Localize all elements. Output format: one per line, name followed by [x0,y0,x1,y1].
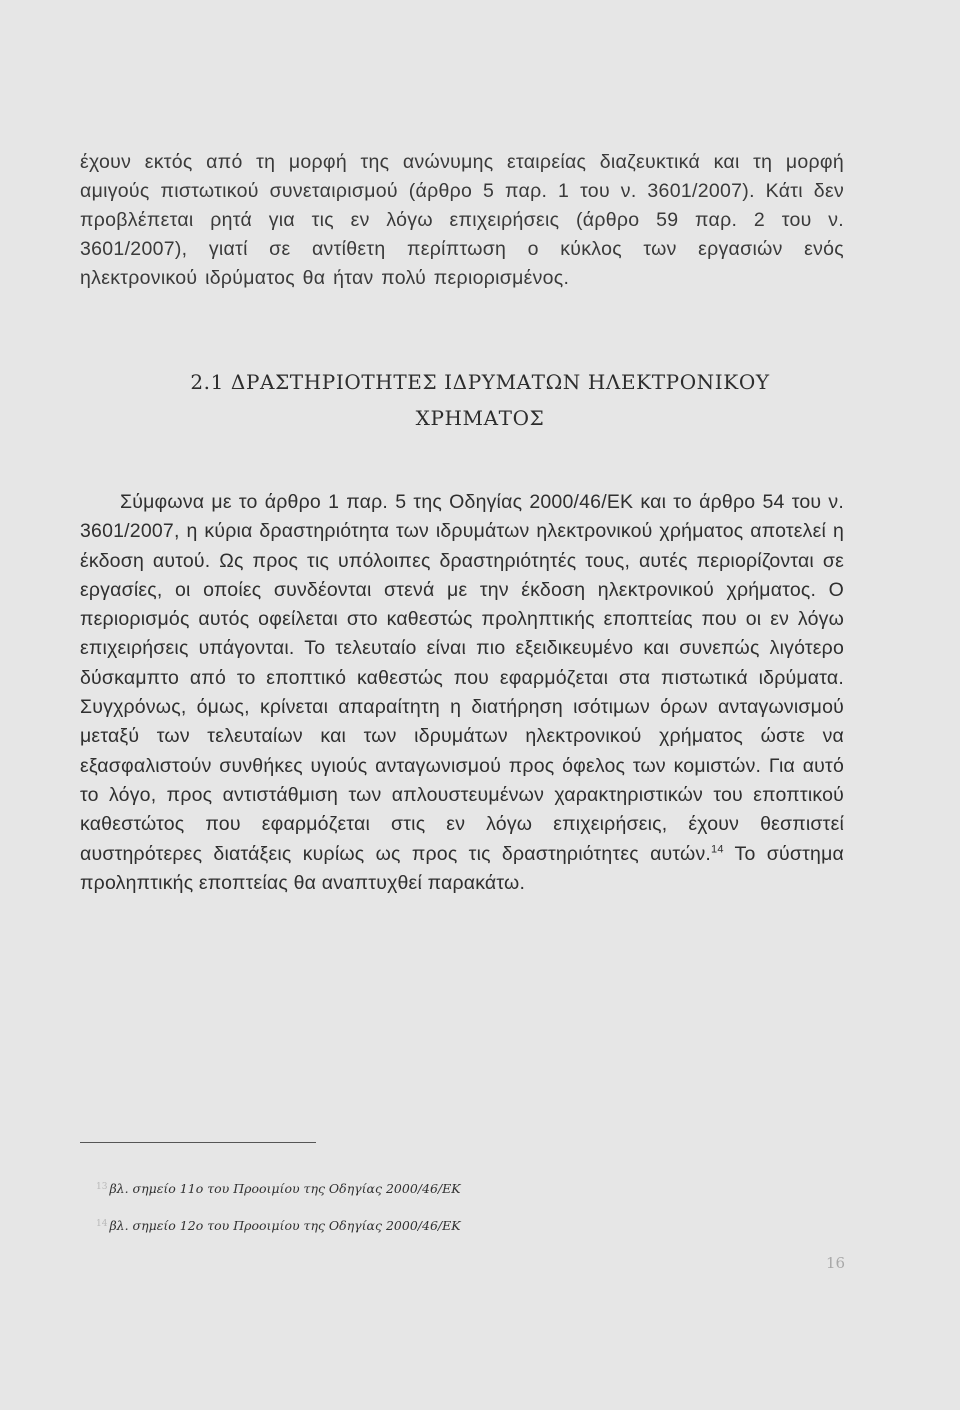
body-paragraph-activities [80,488,844,898]
paragraph-text-end: Το σύστημα προληπτικής εποπτείας θα αναπτυχθεί παρακάτω. [80,842,844,894]
footnote-14 [96,1218,461,1233]
footnote-separator [80,1142,316,1143]
footnote-13 [96,1181,461,1196]
page-number: 16 [826,1254,846,1272]
body-paragraph-continuation: έχουν εκτός από τη μορφή της ανώνυμης εταιρείας διαζευκτικά και τη μορφή αμιγούς πιστωτικού συνεταιρισμού (άρθρο 5 παρ. 1 του ν. 3601/2007). Κάτι δεν προβλέπεται ρητά για τις εν λόγω επιχειρήσεις (άρθρο 59 παρ. 2 του ν. 3601/2007), γιατί σε αντίθετη περίπτωση ο κύκλος των εργασιών ενός ηλεκτρονικού ιδρύματος θα ήταν πολύ περιορισμένος. [80,151,844,289]
footnote-mark: 14 [96,1219,108,1229]
section-heading-line-1: 2.1 ΔΡΑΣΤΗΡΙΟΤΗΤΕΣ ΙΔΡΥΜΑΤΩΝ ΗΛΕΚΤΡΟΝΙΚΟΥ [190,370,770,394]
paragraph-text: Σύμφωνα με το άρθρο 1 παρ. 5 της Οδηγίας 2000/46/ΕΚ και το άρθρο 54 του ν. 3601/2007, η κύρια δραστηριότητα των ιδρυμάτων ηλεκτρονικού χρήματος αποτελεί η έκδοση αυτού. Ως προς τις υπόλοιπες δραστηριότητές τους, αυτές περιορίζονται σε εργασίες, οι οποίες συνδέονται στενά με την έκδοση ηλεκτρονικού χρήματος. Ο περιορισμός αυτός οφείλεται στο καθεστώς προληπτικής εποπτείας που οι εν λόγω επιχειρήσεις υπάγονται. Το τελευταίο είναι πιο εξειδικευμένο και συνεπώς λιγότερο δύσκαμπτο από το εποπτικό καθεστώς που εφαρμόζεται στα πιστωτικά ιδρύματα. Συγχρόνως, όμως, κρίνεται απαραίτητη η διατήρηση ισότιμων όρων ανταγωνισμού μεταξύ των τελευταίων και των ιδρυμάτων ηλεκτρονικού χρήματος ώστε να εξασφαλιστούν συνθήκες υγιούς ανταγωνισμού προς όφελος των κομιστών. Για αυτό το λόγο, προς αντιστάθμιση των απλουστευμένων χαρακτηριστικών του εποπτικού καθεστώτος που εφαρμόζεται στις εν λόγω επιχειρήσεις, έχουν θεσπιστεί αυστηρότερες διατάξεις κυρίως ως προς τις δραστηριότητες αυτών. [80,491,844,865]
footnote-mark: 13 [96,1182,108,1192]
section-heading-line-2: ΧΡΗΜΑΤΟΣ [415,406,545,430]
footnote-text: βλ. σημείο 12ο του Προοιμίου της Οδηγίας 2000/46/ΕΚ [109,1218,461,1233]
footnote-reference[interactable]: 14 [711,843,724,856]
footnote-text: βλ. σημείο 11ο του Προοιμίου της Οδηγίας 2000/46/ΕΚ [109,1181,461,1196]
